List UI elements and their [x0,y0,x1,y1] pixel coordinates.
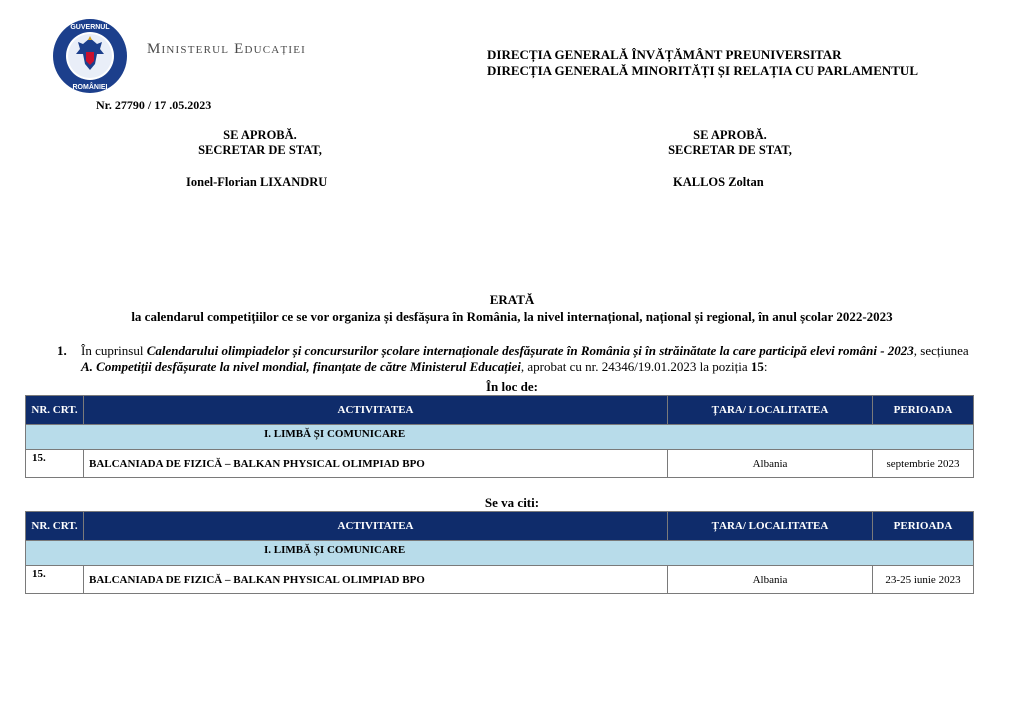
header-activity: ACTIVITATEA [84,512,668,541]
section-label: I. LIMBĂ ȘI COMUNICARE [264,428,406,440]
header-period: PERIOADA [873,512,974,541]
header-activity: ACTIVITATEA [84,396,668,425]
section-row [26,425,974,450]
ministry-name: Ministerul Educației [147,41,307,57]
errata-paragraph [57,343,977,375]
paragraph-position: 15 [750,359,764,374]
approval-right [640,128,820,158]
directorate-preuniversity: DIRECȚIA GENERALĂ ÎNVĂȚĂMÂNT PREUNIVERSITAR [487,47,842,62]
header-nr-crt: NR. CRT. [26,512,84,541]
cell-nr: 15. [26,566,84,594]
cell-place: Albania [668,450,873,478]
cell-place: Albania [668,566,873,594]
table-instead-of [25,395,974,478]
approval-left [170,128,350,158]
paragraph-calendar-title: Calendarului olimpiadelor și concursurilor școlare internaționale desfășurate în România și în străinătate la care participă elevi români - 2023 [146,343,914,358]
table-row [26,566,974,594]
paragraph-text-1: În cuprinsul [81,343,147,358]
header-country-locality: ȚARA/ LOCALITATEA [668,396,873,425]
approval-right-line1: SE APROBĂ. [693,128,767,142]
approval-right-name: KALLOS Zoltan [673,175,764,189]
header-country-locality: ȚARA/ LOCALITATEA [668,512,873,541]
errata-title: ERATĂ [489,292,535,307]
approval-left-name: Ionel-Florian LIXANDRU [186,175,328,189]
paragraph-text-3: , secțiunea [913,343,969,358]
section-label: I. LIMBĂ ȘI COMUNICARE [264,544,406,556]
table-caption-will-read: Se va citi: [484,495,540,510]
cell-activity: BALCANIADA DE FIZICĂ – BALKAN PHYSICAL OLIMPIAD BPO [84,566,668,594]
approval-left-line1: SE APROBĂ. [223,128,297,142]
section-row [26,541,974,566]
table-header-row [26,512,974,541]
paragraph-number: 1. [57,343,67,358]
cell-period: septembrie 2023 [873,450,974,478]
approval-right-line2: SECRETAR DE STAT, [668,143,792,157]
registration-number: Nr. 27790 / 17 .05.2023 [96,98,212,112]
paragraph-text-5: , aprobat cu nr. 24346/19.01.2023 la poziția [520,359,751,374]
directorate-minorities: DIRECȚIA GENERALĂ MINORITĂȚI ȘI RELAȚIA CU PARLAMENTUL [487,63,918,78]
paragraph-text-7: : [763,359,768,374]
paragraph-section-name: A. Competiții desfășurate la nivel mondial, finanțate de către Ministerul Educației [81,359,521,374]
header-period: PERIOADA [873,396,974,425]
table-row [26,450,974,478]
cell-period: 23-25 iunie 2023 [873,566,974,594]
table-header-row [26,396,974,425]
cell-activity: BALCANIADA DE FIZICĂ – BALKAN PHYSICAL OLIMPIAD BPO [84,450,668,478]
errata-subtitle: la calendarul competițiilor ce se vor organiza și desfășura în România, la nivel internațional, național și regional, în anul școlar 2022-2023 [131,309,893,324]
approval-left-line2: SECRETAR DE STAT, [198,143,322,157]
government-seal-logo [52,18,128,94]
header-nr-crt: NR. CRT. [26,396,84,425]
svg-text:GUVERNUL: GUVERNUL [70,24,110,31]
table-caption-instead-of: În loc de: [486,379,538,394]
svg-text:ROMÂNIEI: ROMÂNIEI [72,84,108,91]
table-will-read [25,511,974,594]
cell-nr: 15. [26,450,84,478]
